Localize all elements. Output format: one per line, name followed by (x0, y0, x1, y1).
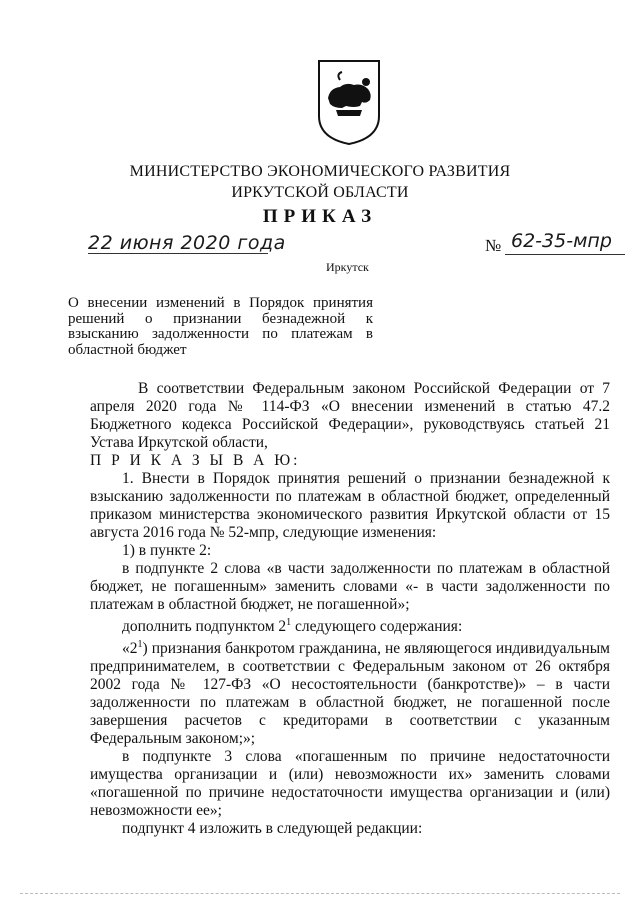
document-type-title: ПРИКАЗ (262, 206, 378, 227)
coat-of-arms-icon (316, 58, 382, 146)
text-fragment: ) признания банкротом гражданина, не являющегося индивидуальным предпринимателем, в соответствии с Федеральным законом от 26 октября 2002 года № 127-ФЗ «О несостоятельности (банкротстве)» – в части задолженности по платежам в областной бюджет, не погашенной после завершения расчетов с кредиторами в соответствии с указанным Федеральным законом;»; (90, 640, 610, 748)
paragraph-add-subpoint (90, 614, 610, 636)
handwritten-order-number: 62-35-мпр (511, 230, 612, 252)
text-fragment: следующего содержания: (291, 618, 463, 636)
paragraph-subitem-1: 1) в пункте 2: (122, 542, 212, 559)
document-subject: О внесении изменений в Порядок принятия решений о признании безнадежной к взысканию задолженности по платежам в областной бюджет (68, 295, 373, 358)
paragraph-item-1: 1. Внести в Порядок принятия решений о признании безнадежной к взысканию задолженности по платежам в областной бюджет, определенный приказом министерства экономического развития Иркутской области от 15 августа 2016 года № 52-мпр, следующие изменения: (90, 470, 610, 541)
date-underline (88, 253, 268, 254)
page-bottom-border (20, 893, 620, 894)
number-prefix: № (485, 236, 502, 255)
superscript: 1 (286, 617, 292, 628)
city-label: Иркутск (326, 260, 369, 274)
handwritten-date: 22 июня 2020 года (88, 232, 286, 254)
preamble-paragraph: В соответствии Федеральным законом Российской Федерации от 7 апреля 2020 года № 114-ФЗ «О внесении изменений в статью 47.2 Бюджетного кодекса Российской Федерации», руководствуясь статьей 21 Устава Иркутской области, (90, 380, 610, 451)
superscript: 1 (137, 639, 143, 651)
paragraph-subpoint-2: в подпункте 2 слова «в части задолженности по платежам в областной бюджет, не погашенным» заменить словами «- в части задолженности по платежам в областной бюджет, не погашенной»; (90, 560, 610, 613)
number-underline (505, 254, 625, 255)
paragraph-subpoint-3: в подпункте 3 слова «погашенным по причине недостаточности имущества организации и (или) невозможности их» заменить словами «погашенной по причине недостаточности имущества организации и (или) невозможности ее»; (90, 748, 610, 820)
text-fragment: «2 (122, 640, 138, 658)
paragraph-subpoint-4: подпункт 4 изложить в следующей редакции: (122, 820, 423, 838)
text-fragment: дополнить подпунктом 2 (122, 618, 287, 636)
ministry-name-line1: МИНИСТЕРСТВО ЭКОНОМИЧЕСКОГО РАЗВИТИЯ (129, 163, 511, 180)
paragraph-subpoint-2-1 (90, 636, 610, 748)
ministry-name-line2: ИРКУТСКОЙ ОБЛАСТИ (231, 184, 409, 201)
order-keyword: П Р И К А З Ы В А Ю: (90, 452, 301, 469)
document-body (90, 380, 610, 838)
